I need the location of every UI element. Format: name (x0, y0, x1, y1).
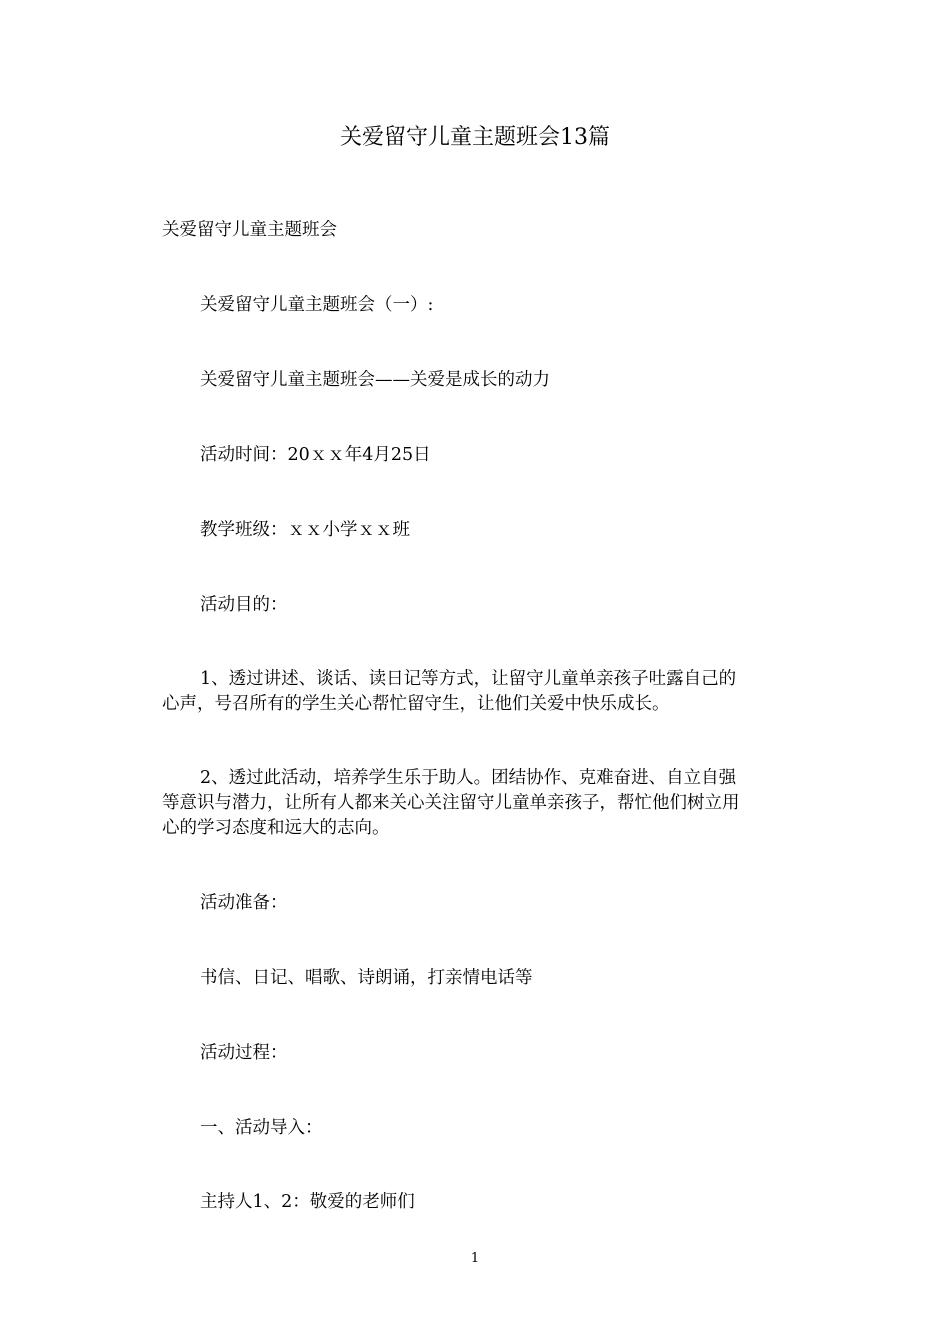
text-line: 活动目的： (200, 595, 288, 615)
text-line: 教学班级：ｘｘ小学ｘｘ班 (200, 520, 410, 540)
text-line: 活动准备： (200, 893, 288, 913)
section-heading: 关爱留守儿童主题班会 (162, 220, 337, 240)
paragraph-line: 2、透过此活动，培养学生乐于助人。团结协作、克难奋进、自立自强 (200, 768, 737, 788)
paragraph-purpose-2 (162, 766, 792, 841)
text-line: 活动过程： (200, 1043, 288, 1063)
text-line: 关爱留守儿童主题班会（一）: (200, 295, 434, 315)
paragraph-line: 心的学习态度和远大的志向。 (162, 818, 390, 838)
text-line: 主持人1、2：敬爱的老师们 (200, 1192, 415, 1212)
paragraph-line: 心声，号召所有的学生关心帮忙留守生，让他们关爱中快乐成长。 (162, 694, 670, 714)
document-title: 关爱留守儿童主题班会13篇 (340, 125, 610, 150)
paragraph-line: 等意识与潜力，让所有人都来关心关注留守儿童单亲孩子，帮忙他们树立用 (162, 793, 740, 813)
text-line: 一、活动导入： (200, 1118, 323, 1138)
paragraph-purpose-1 (162, 667, 792, 717)
text-line: 书信、日记、唱歌、诗朗诵，打亲情电话等 (200, 968, 533, 988)
paragraph-line: 1、透过讲述、谈话、读日记等方式，让留守儿童单亲孩子吐露自己的 (200, 669, 737, 689)
text-line: 活动时间：20ｘｘ年4月25日 (200, 445, 431, 465)
text-line: 关爱留守儿童主题班会——关爱是成长的动力 (200, 370, 550, 390)
page-number: 1 (470, 1251, 480, 1266)
